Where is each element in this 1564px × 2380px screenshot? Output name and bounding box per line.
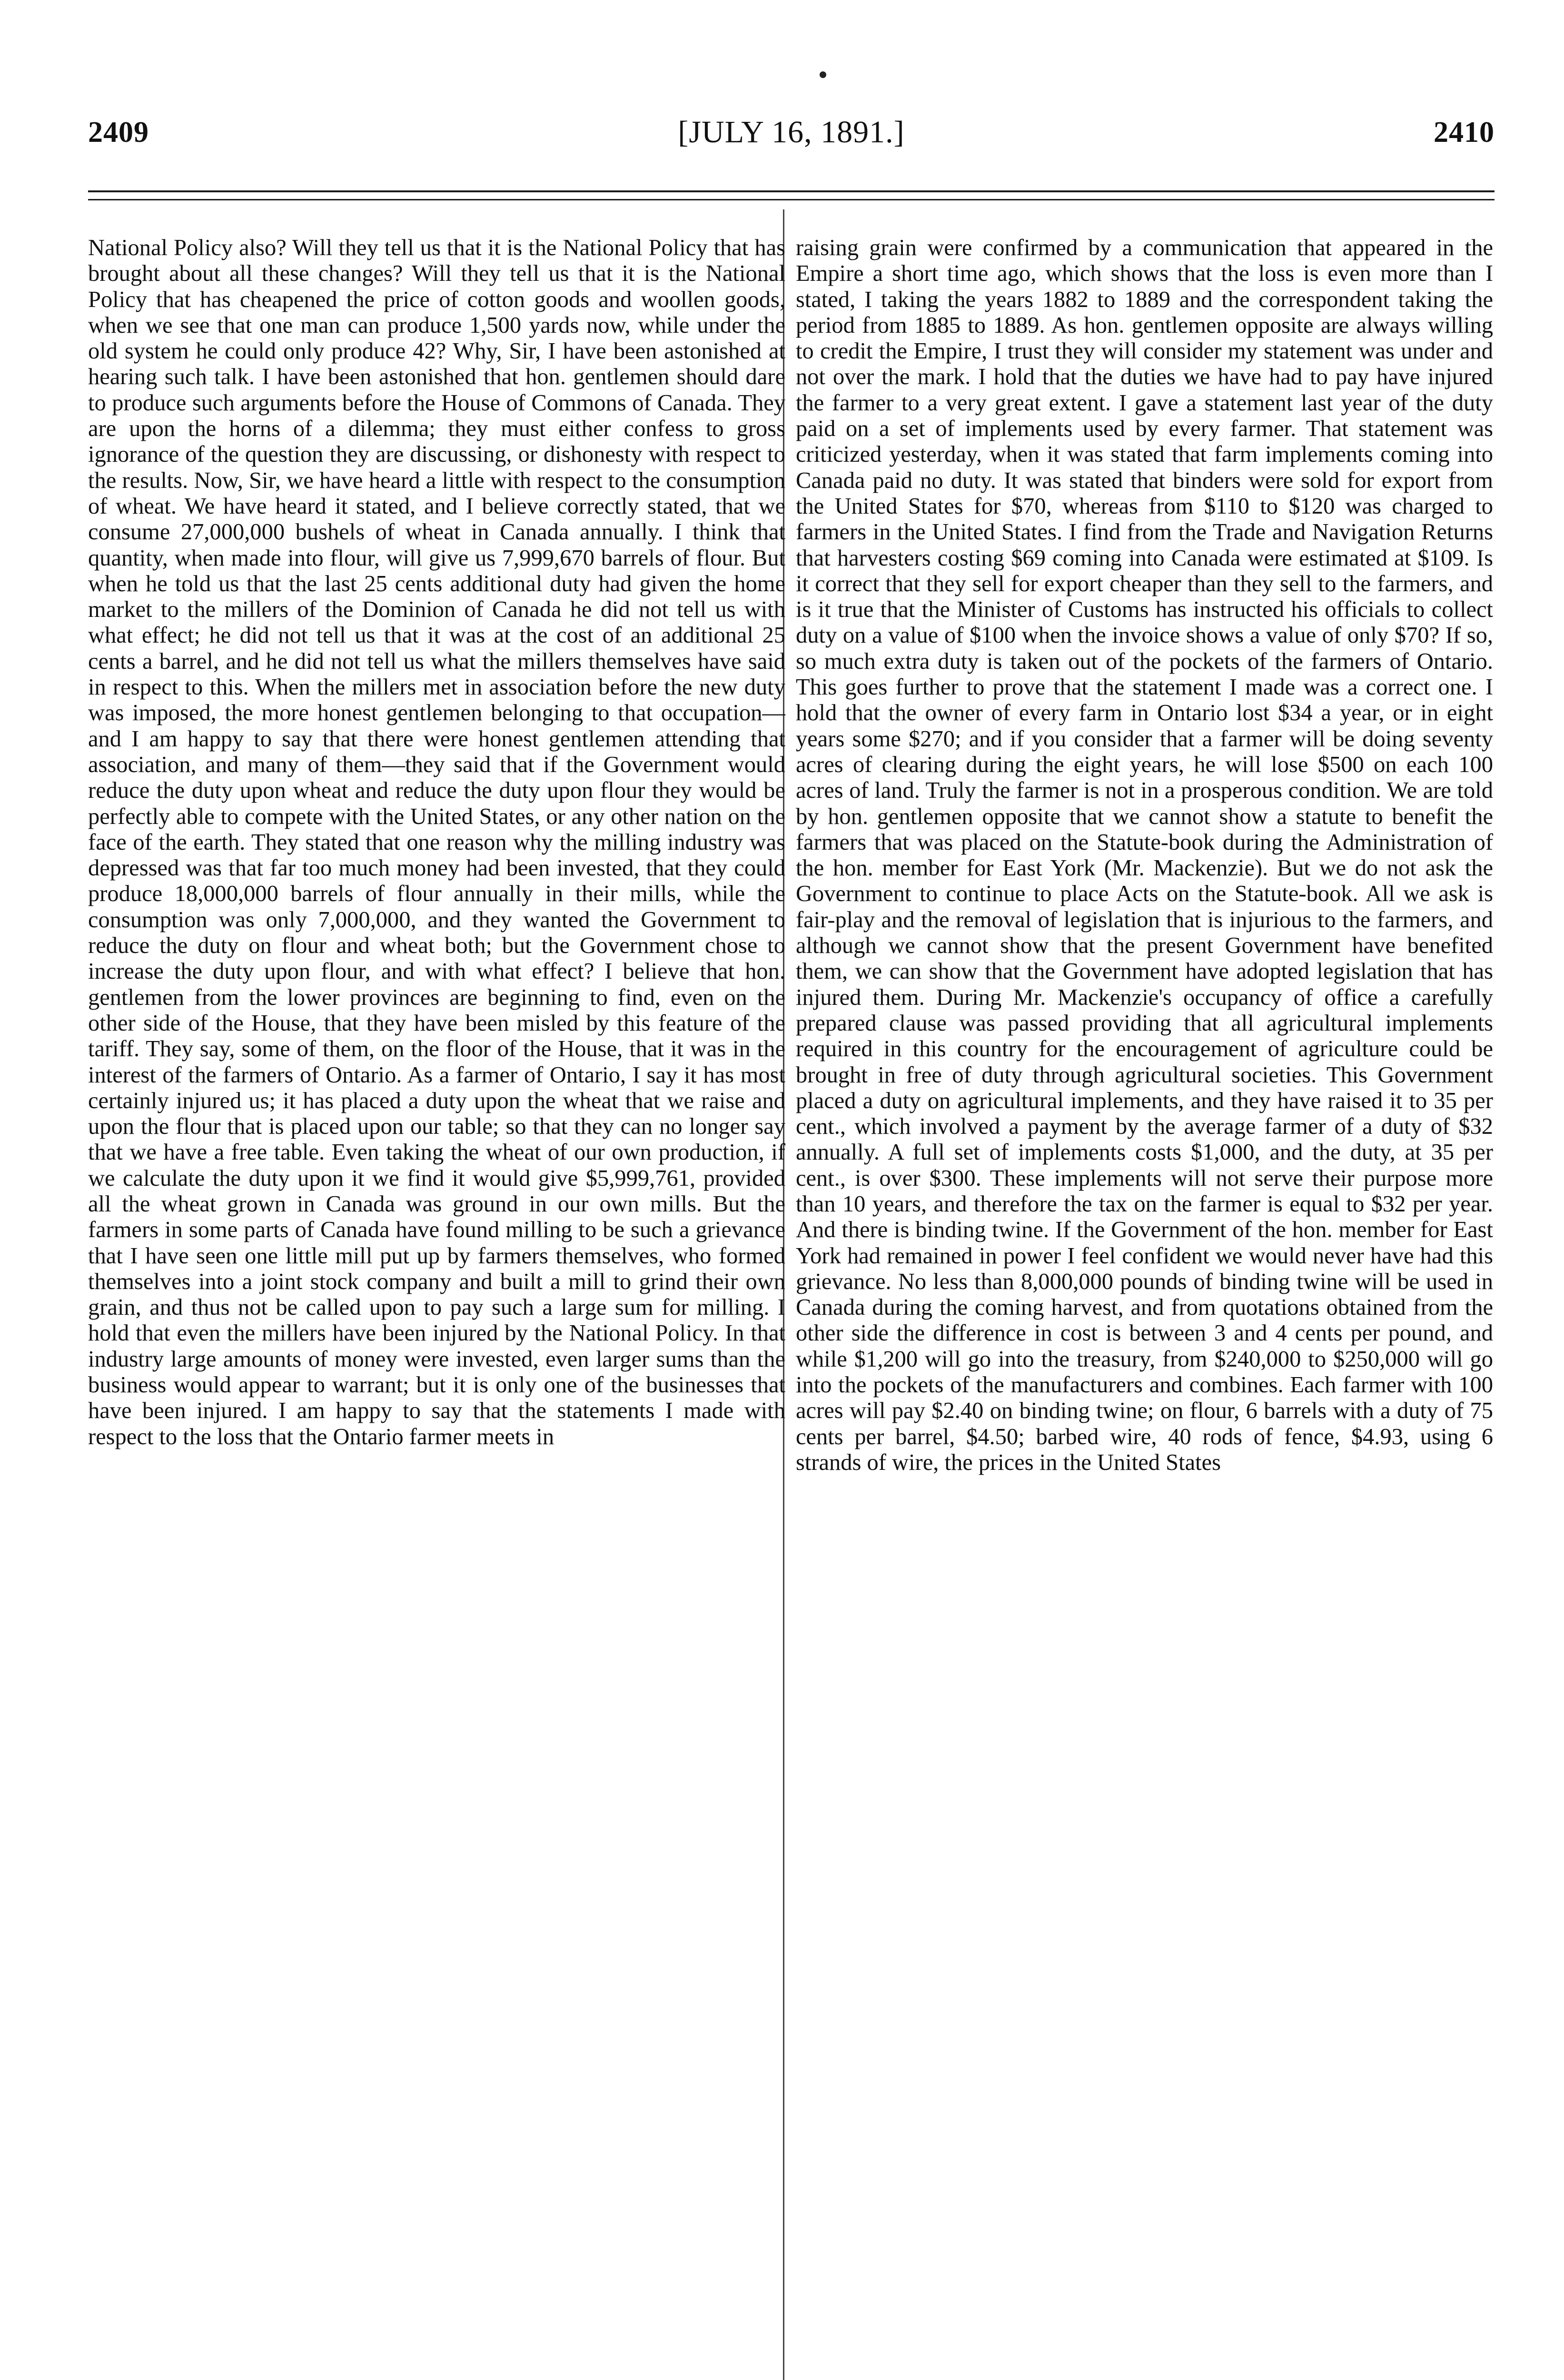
left-page-number: 2409 — [88, 116, 149, 149]
left-column — [88, 235, 785, 1450]
page-mark-dot — [820, 71, 826, 78]
header-date: [JULY 16, 1891.] — [678, 115, 905, 149]
page-header — [88, 113, 1495, 166]
header-rule-bottom — [88, 199, 1495, 200]
left-column-text: National Policy also? Will they tell us that it is the National Policy that has brought about all these changes? Will they tell us that it is the National Policy that has cheapened the price of cotton goods and woollen goods, when we see that one man can produce 1,500 yards now, while under the old system he could only produce 42? Why, Sir, I have been astonished at hearing such talk. I have been astonished that hon. gentlemen should dare to produce such arguments before the House of Commons of Canada. They are upon the horns of a dilemma; they must either confess to gross ignorance of the question they are discussing, or dishonesty with respect to the results. Now, Sir, we have heard a little with respect to the consumption of wheat. We have heard it stated, and I believe correctly stated, that we consume 27,000,000 bushels of wheat in Canada annually. I think that quantity, when made into flour, will give us 7,999,670 barrels of flour. But when he told us that the last 25 cents additional duty had given the home market to the millers of the Dominion of Canada he did not tell us with what effect; he did not tell us that it was at the cost of an additional 25 cents a barrel, and he did not tell us what the millers themselves have said in respect to this. When the millers met in association before the new duty was imposed, the more honest gentlemen belonging to that occupation—and I am happy to say that there were honest gentlemen attending that association, and many of them—they said that if the Government would reduce the duty upon wheat and reduce the duty upon flour they would be perfectly able to compete with the United States, or any other nation on the face of the earth. They stated that one reason why the milling industry was depressed was that far too much money had been invested, that they could produce 18,000,000 barrels of flour annually in their mills, while the consumption was only 7,000,000, and they wanted the Government to reduce the duty on flour and wheat both; but the Government chose to increase the duty upon flour, and with what effect? I believe that hon. gentlemen from the lower provinces are beginning to find, even on the other side of the House, that they have been misled by this feature of the tariff. They say, some of them, on the floor of the House, that it was in the interest of the farmers of Ontario. As a farmer of Ontario, I say it has most certainly injured us; it has placed a duty upon the wheat that we raise and upon the flour that is placed upon our table; so that they can no longer say that we have a free table. Even taking the wheat of our own production, if we calculate the duty upon it we find it would give $5,999,761, provided all the wheat grown in Canada was ground in our own mills. But the farmers in some parts of Canada have found milling to be such a grievance that I have seen one little mill put up by farmers themselves, who formed themselves into a joint stock company and built a mill to grind their own grain, and thus not be called upon to pay such a large sum for milling. I hold that even the millers have been injured by the National Policy. In that industry large amounts of money were invested, even larger sums than the business would appear to warrant; but it is only one of the businesses that have been injured. I am happy to say that the statements I made with respect to the loss that the Ontario farmer meets in — [88, 235, 785, 1449]
header-rule-top — [88, 190, 1495, 192]
right-page-number: 2410 — [1434, 116, 1495, 149]
right-column-text: raising grain were confirmed by a communication that appeared in the Empire a short time ago, which shows that the loss is even more than I stated, I taking the years 1882 to 1889 and the correspondent taking the period from 1885 to 1889. As hon. gentlemen opposite are always willing to credit the Empire, I trust they will consider my statement was under and not over the mark. I hold that the duties we have had to pay have injured the farmer to a very great extent. I gave a statement last year of the duty paid on a set of implements used by every farmer. That statement was criticized yesterday, when it was stated that farm implements coming into Canada paid no duty. It was stated that binders were sold for export from the United States for $70, whereas from $110 to $120 was charged to farmers in the United States. I find from the Trade and Navigation Returns that harvesters costing $69 coming into Canada were estimated at $109. Is it correct that they sell for export cheaper than they sell to the farmers, and is it true that the Minister of Customs has instructed his officials to collect duty on a value of $100 when the invoice shows a value of only $70? If so, so much extra duty is taken out of the pockets of the farmers of Ontario. This goes further to prove that the statement I made was a correct one. I hold that the owner of every farm in Ontario lost $34 a year, or in eight years some $270; and if you consider that a farmer will be doing seventy acres of clearing during the eight years, he will lose $500 on each 100 acres of land. Truly the farmer is not in a prosperous condition. We are told by hon. gentlemen opposite that we cannot show a statute to benefit the farmers that was placed on the Statute-book during the Administration of the hon. member for East York (Mr. Mackenzie). But we do not ask the Government to continue to place Acts on the Statute-book. All we ask is fair-play and the removal of legislation that is injurious to the farmers, and although we cannot show that the present Government have benefited them, we can show that the Government have adopted legislation that has injured them. During Mr. Mackenzie's occupancy of office a carefully prepared clause was passed providing that all agricultural implements required in this country for the encouragement of agriculture could be brought in free of duty through agricultural societies. This Government placed a duty on agricultural implements, and they have raised it to 35 per cent., which involved a payment by the average farmer of a duty of $32 annually. A full set of implements costs $1,000, and the duty, at 35 per cent., is over $300. These implements will not serve their purpose more than 10 years, and therefore the tax on the farmer is equal to $32 per year. And there is binding twine. If the Government of the hon. member for East York had remained in power I feel confident we would never have had this grievance. No less than 8,000,000 pounds of binding twine will be used in Canada during the coming harvest, and from quotations obtained from the other side the difference in cost is between 3 and 4 cents per pound, and while $1,200 will go into the treasury, from $240,000 to $250,000 will go into the pockets of the manufacturers and combines. Each farmer with 100 acres will pay $2.40 on binding twine; on flour, 6 barrels with a duty of 75 cents per barrel, $4.50; barbed wire, 40 rods of fence, $4.93, using 6 strands of wire, the prices in the United States — [796, 235, 1493, 1475]
right-column — [796, 235, 1493, 1476]
